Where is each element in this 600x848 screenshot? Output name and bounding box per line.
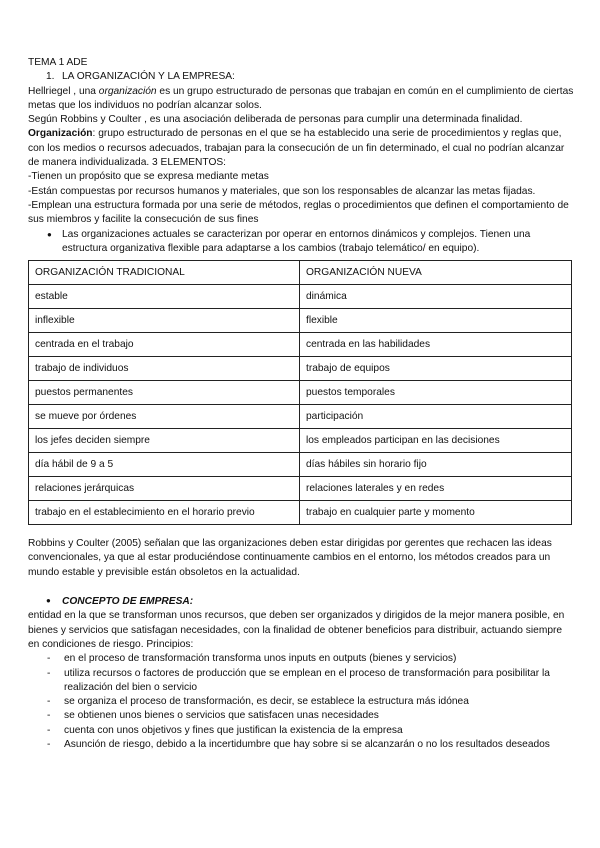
organizacion-def-text: : grupo estructurado de personas en el que se ha establecido una serie de procedimientos y reglas que, con los medios o recursos adecuados, trabajan para la consecución de un fin determinado, el cual no podrían alcanzar de manera individualizada. 3 ELEMENTOS: (28, 128, 565, 169)
section-number: 1. (46, 71, 55, 83)
principles-list (28, 652, 576, 752)
hellriegel-text-b: es un grupo estructurado de personas que trabajan en común en el cumplimiento de ciertas metas que los individuos no podrían alcanzar solos. (28, 85, 574, 111)
document-page (28, 56, 576, 752)
table-cell: centrada en el trabajo (29, 333, 300, 357)
table-cell: estable (29, 285, 300, 309)
table-row (29, 501, 572, 525)
table-cell: dinámica (300, 285, 572, 309)
table-cell: trabajo de equipos (300, 357, 572, 381)
robbins-definition: Según Robbins y Coulter , es una asociación deliberada de personas para cumplir una determinada finalidad. (28, 114, 523, 126)
table-cell: puestos temporales (300, 381, 572, 405)
spacer (28, 580, 576, 594)
table-row (29, 477, 572, 501)
hellriegel-paragraph (28, 85, 576, 114)
organizacion-definition (28, 127, 576, 170)
bullet-dot-icon: ● (46, 596, 51, 606)
element-2: -Están compuestas por recursos humanos y materiales, que son los responsables de alcanzar las metas fijadas. (28, 185, 536, 197)
element-3: -Emplean una estructura formada por una serie de métodos, reglas o procedimientos que definen el comportamiento de sus miembros y facilite la consecución de sus fines (28, 199, 569, 226)
table-cell: día hábil de 9 a 5 (29, 453, 300, 477)
principle-item: - se organiza el proceso de transformación, es decir, se establece la estructura más idónea (28, 695, 576, 709)
organizacion-emphasis: organización (98, 85, 157, 97)
table-cell: puestos permanentes (29, 381, 300, 405)
robbins-2005-paragraph: Robbins y Coulter (2005) señalan que las organizaciones deben estar dirigidas por gerentes que rechacen las ideas convencionales, ya que al estar produciéndose continuamente cambios en el entorno, los métodos creados para un mundo estable y previsible están obsoletos en la actualidad. (28, 538, 552, 578)
table-cell: trabajo en el establecimiento en el horario previo (29, 501, 300, 525)
principle-item: - Asunción de riesgo, debido a la incertidumbre que hay sobre si se alcanzarán o no los resultados deseados (28, 738, 576, 752)
table-cell: relaciones laterales y en redes (300, 477, 572, 501)
table-row (29, 309, 572, 333)
concept-title: CONCEPTO DE EMPRESA: (62, 596, 194, 608)
table-row (29, 381, 572, 405)
table-cell: los empleados participan en las decisiones (300, 429, 572, 453)
table-row (29, 429, 572, 453)
hellriegel-text-a: Hellriegel , una (28, 85, 99, 97)
principle-item: - en el proceso de transformación transforma unos inputs en outputs (bienes y servicios) (28, 652, 576, 666)
element-1: -Tienen un propósito que se expresa mediante metas (28, 171, 269, 183)
principle-item: - se obtienen unos bienes o servicios que satisfacen unas necesidades (28, 709, 576, 723)
table-cell: participación (300, 405, 572, 429)
principle-item: - cuenta con unos objetivos y fines que justifican la existencia de la empresa (28, 724, 576, 738)
concept-heading (28, 594, 576, 609)
table-cell: centrada en las habilidades (300, 333, 572, 357)
section-title: LA ORGANIZACIÓN Y LA EMPRESA: (62, 71, 235, 83)
table-cell: trabajo de individuos (29, 357, 300, 381)
table-cell: flexible (300, 309, 572, 333)
organizacion-term: Organización (28, 128, 93, 140)
comparison-table (28, 260, 572, 525)
table-cell: trabajo en cualquier parte y momento (300, 501, 572, 525)
table-row (29, 357, 572, 381)
table-row (29, 333, 572, 357)
table-row (29, 405, 572, 429)
table-cell: inflexible (29, 309, 300, 333)
organizations-bullet: ● Las organizaciones actuales se caracterizan por operar en entornos dinámicos y complejos. Tienen una estructura organizativa flexible para adaptarse a los cambios (trabajo telemático/ en equipo). (28, 228, 576, 257)
table-cell: los jefes deciden siempre (29, 429, 300, 453)
organizations-bullet-list (28, 228, 576, 257)
table-cell: relaciones jerárquicas (29, 477, 300, 501)
spacer (28, 525, 576, 537)
concept-definition: entidad en la que se transforman unos recursos, que deben ser organizados y dirigidos de la mejor manera posible, en bienes y servicios que satisfagan necesidades, con la finalidad de obtener beneficios para distribuir, actuando siempre en condiciones de riesgo. Principios: (28, 610, 565, 650)
section-heading (28, 70, 576, 84)
table-header-traditional: ORGANIZACIÓN TRADICIONAL (29, 261, 300, 285)
table-cell: se mueve por órdenes (29, 405, 300, 429)
table-header-new: ORGANIZACIÓN NUEVA (300, 261, 572, 285)
table-header-row (29, 261, 572, 285)
doc-header: TEMA 1 ADE (28, 57, 88, 68)
table-row (29, 285, 572, 309)
table-cell: días hábiles sin horario fijo (300, 453, 572, 477)
table-row (29, 453, 572, 477)
principle-item: - utiliza recursos o factores de producción que se emplean en el proceso de transformación para posibilitar la realización del bien o servicio (28, 667, 576, 696)
